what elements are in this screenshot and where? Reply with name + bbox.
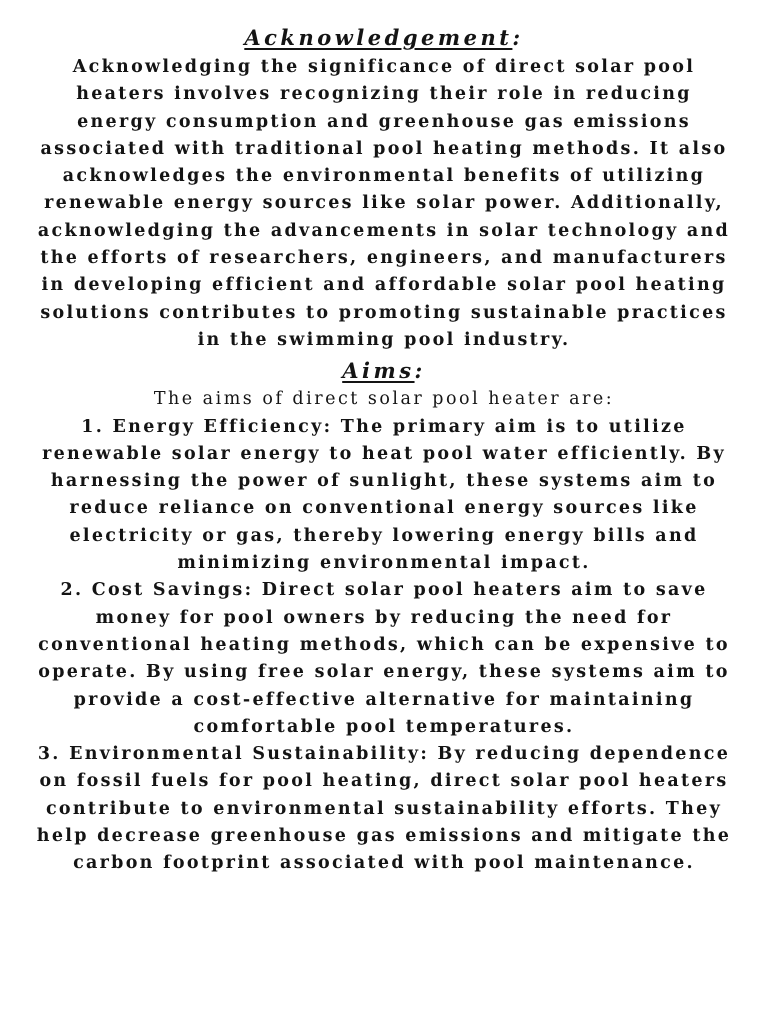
aims-heading-colon: :: [414, 358, 426, 384]
aim-number: 2.: [60, 580, 84, 601]
aims-heading-text: Aims: [342, 358, 415, 384]
aim-body: Direct solar pool heaters aim to save money for pool owners by reducing the need for conventional heating methods, which can be expensive to operate. By using free solar energy, these systems aim to provide a cost-effective alternative for maintaining comfortable pool temperatures.: [38, 580, 730, 737]
aim-separator: :: [244, 580, 262, 601]
aim-body: The primary aim is to utilize renewable solar energy to heat pool water efficiently. By harnessing the power of sunlight, these systems aim to reduce reliance on conventional energy sources like electricity or gas, thereby lowering energy bills and minimizing environmental impact.: [42, 416, 726, 574]
aim-separator: :: [323, 416, 341, 437]
acknowledgement-heading-colon: :: [512, 25, 524, 50]
acknowledgement-heading-text: Acknowledgement: [244, 25, 513, 50]
acknowledgement-heading: [34, 22, 734, 54]
aim-title: Environmental Sustainability: [69, 744, 421, 765]
aims-section: [34, 356, 734, 877]
aim-title: Energy Efficiency: [112, 416, 324, 437]
aim-number: 1.: [81, 416, 105, 437]
aim-item-environmental-sustainability: [34, 741, 734, 877]
aims-intro: The aims of direct solar pool heater are:: [153, 389, 615, 410]
aim-item-cost-savings: [34, 577, 734, 741]
aim-item-energy-efficiency: [34, 414, 734, 578]
acknowledgement-paragraph: Acknowledging the significance of direct solar pool heaters involves recognizing their role in reducing energy consumption and greenhouse gas emissions associated with traditional pool heating methods. It also acknowledges the environmental benefits of utilizing renewable energy sources like solar power. Additionally, acknowledging the advancements in solar technology and the efforts of researchers, engineers, and manufacturers in developing efficient and affordable solar pool heating solutions contributes to promoting sustainable practices in the swimming pool industry.: [37, 57, 731, 350]
aim-title: Cost Savings: [91, 580, 245, 601]
document-page: [34, 22, 734, 878]
aims-heading: [34, 356, 734, 386]
aim-separator: :: [420, 744, 438, 765]
acknowledgement-section: [34, 22, 734, 354]
aim-number: 3.: [37, 744, 61, 765]
aim-body: By reducing dependence on fossil fuels for pool heating, direct solar pool heaters contribute to environmental sustainability efforts. They help decrease greenhouse gas emissions and mitigate the carbon footprint associated with pool maintenance.: [36, 744, 732, 874]
